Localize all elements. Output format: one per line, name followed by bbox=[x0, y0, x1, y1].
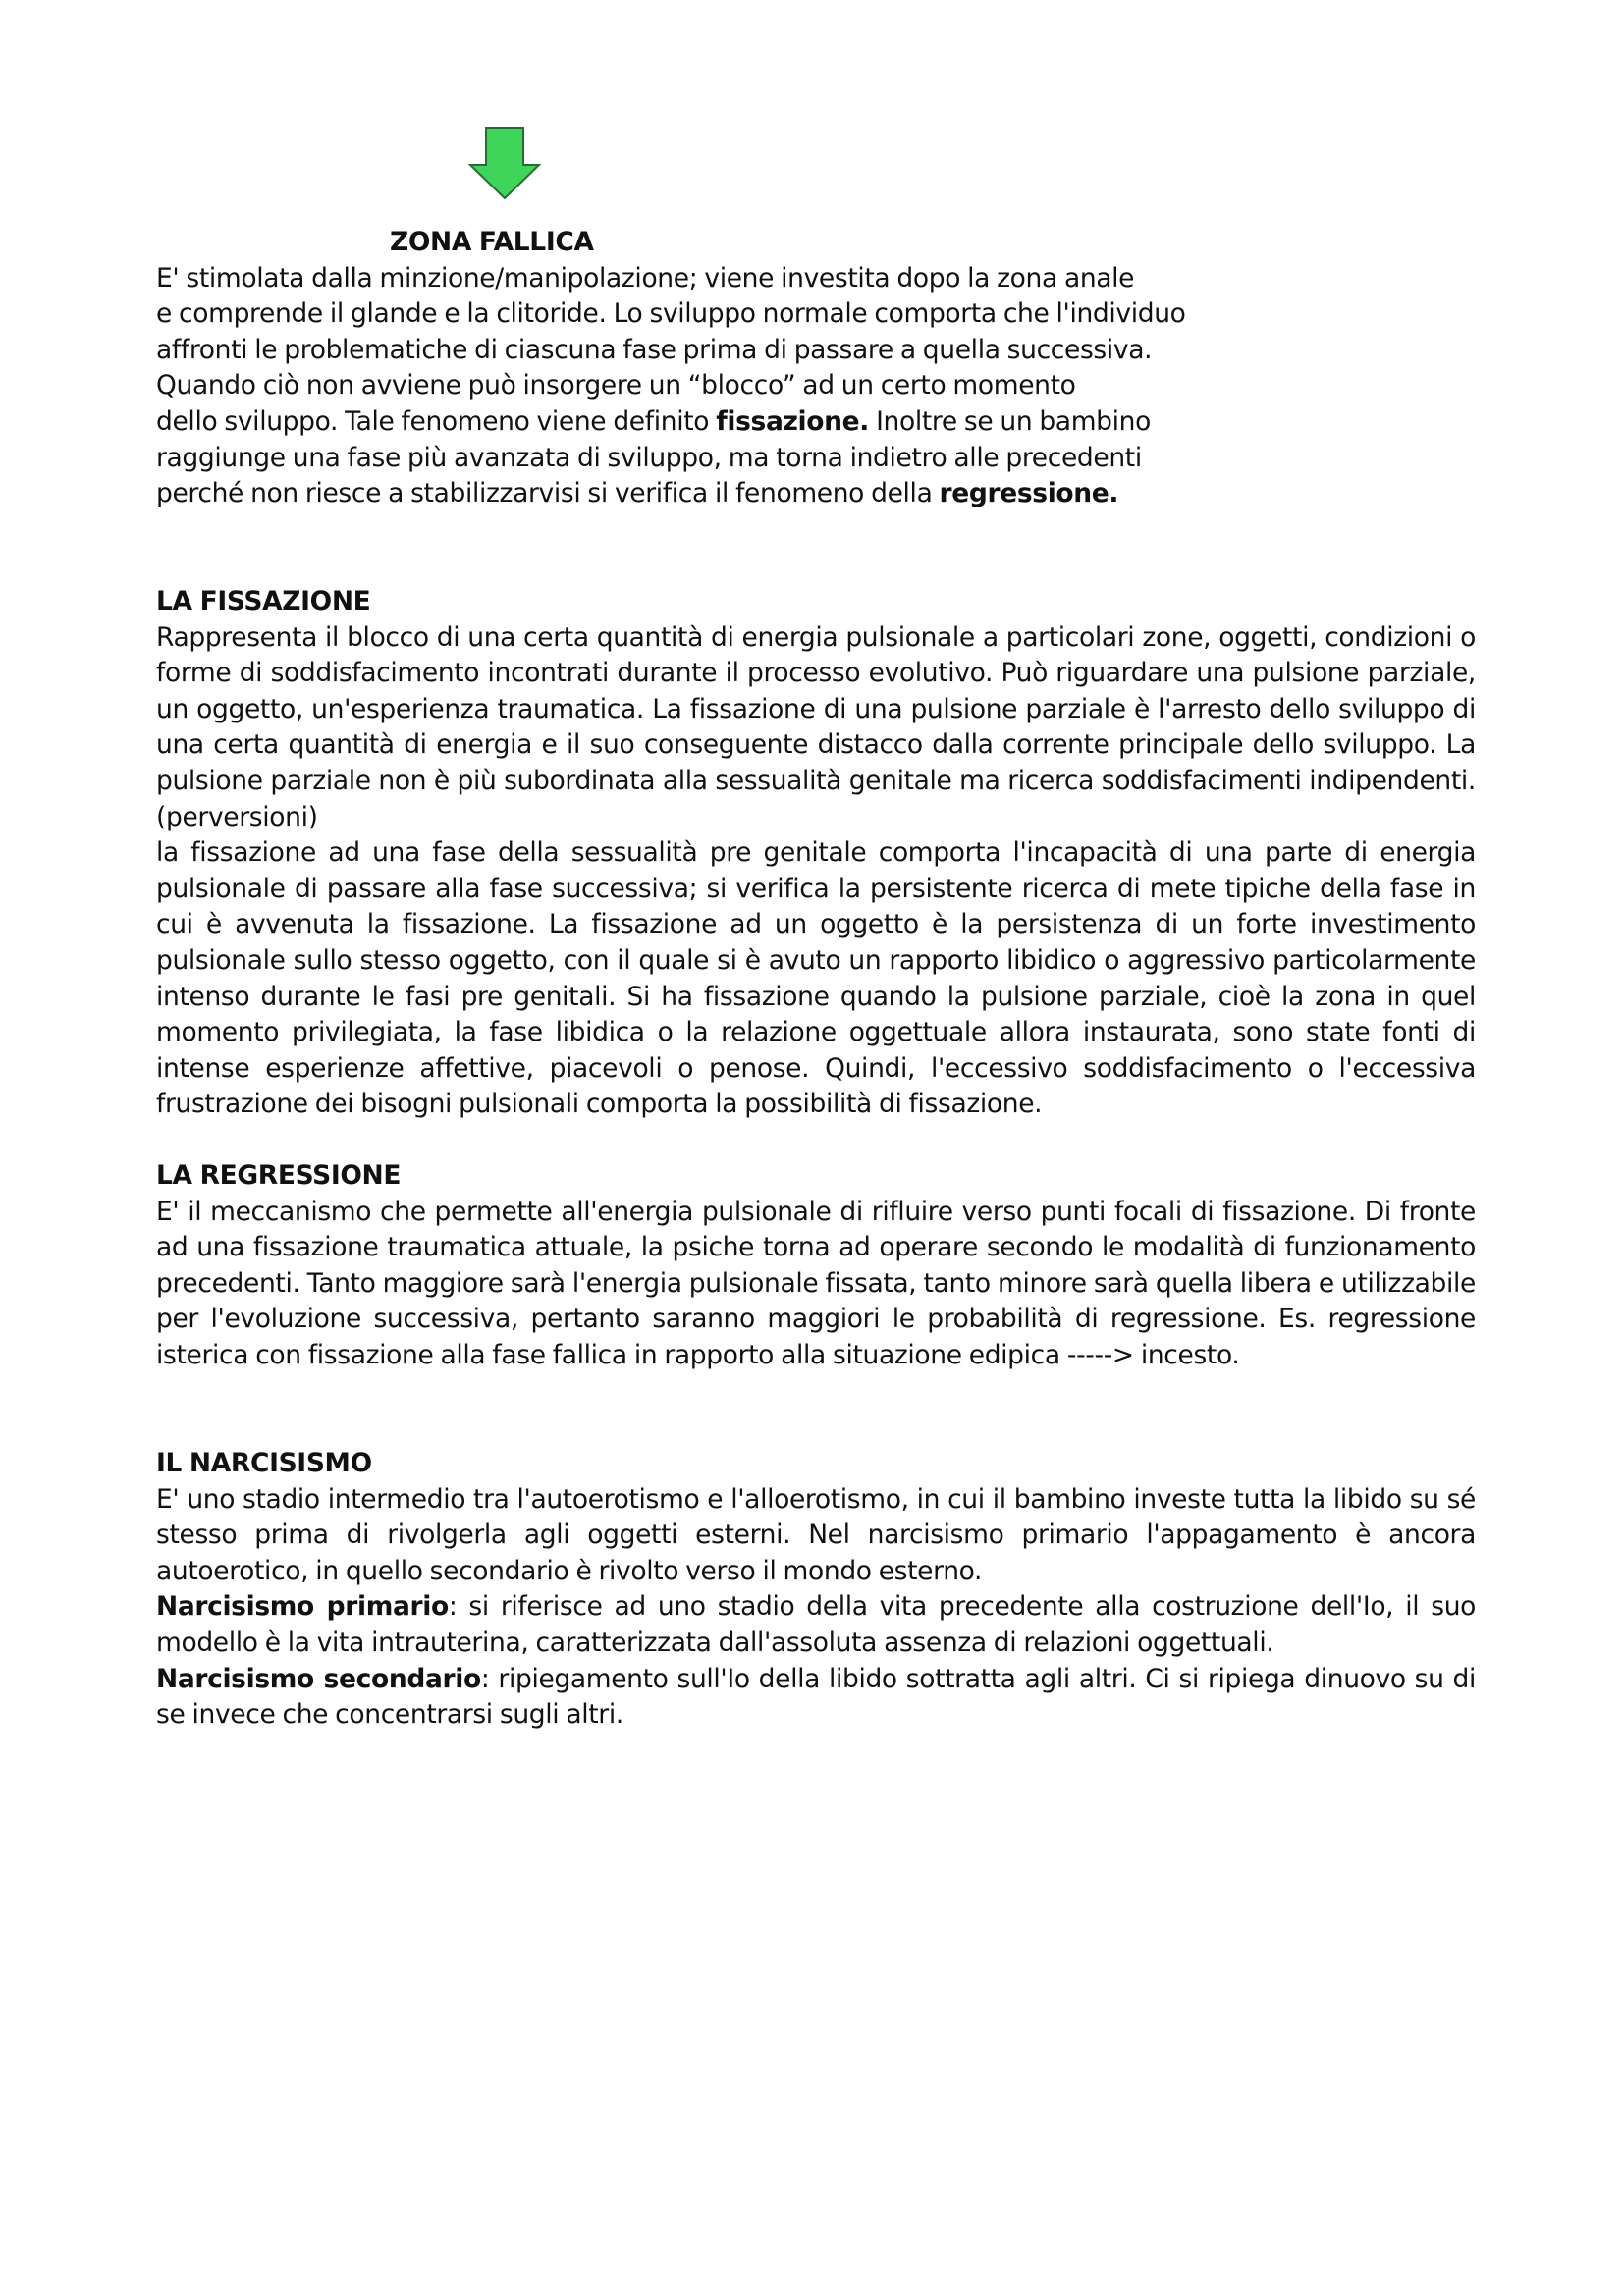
intro-text: perché non riesce a stabilizzarvisi si verifica il fenomeno della bbox=[156, 478, 940, 509]
intro-line: E' stimolata dalla minzione/manipolazione; viene investita dopo la zona anale bbox=[156, 262, 1135, 294]
fissazione-paragraph: Rappresenta il blocco di una certa quantità di energia pulsionale a particolari zone, oggetti, condizioni o forme di soddisfacimento incontrati durante il processo evolutivo. Può riguardare una pulsione parziale, un oggetto, un'esperienza traumatica. La fissazione di una pulsione parziale è l'arresto dello sviluppo di una certa quantità di energia e il suo conseguente distacco dalla corrente principale dello sviluppo. La pulsione parziale non è più subordinata alla sessualità genitale ma ricerca soddisfacimenti indipendenti. (perversioni) bbox=[156, 621, 1476, 832]
intro-line: Quando ciò non avviene può insorgere un “blocco” ad un certo momento bbox=[156, 370, 1076, 401]
intro-text: Inoltre se un bambino bbox=[869, 405, 1151, 437]
regressione-heading: LA REGRESSIONE bbox=[156, 1160, 402, 1191]
regressione-term: regressione. bbox=[939, 478, 1119, 509]
fissazione-term: fissazione. bbox=[716, 405, 869, 437]
intro-line: raggiunge una fase più avanzata di sviluppo, ma torna indietro alle precedenti bbox=[156, 442, 1142, 473]
intro-line: affronti le problematiche di ciascuna fase prima di passare a quella successiva. bbox=[156, 334, 1153, 365]
intro-line: e comprende il glande e la clitoride. Lo sviluppo normale comporta che l'individuo bbox=[156, 298, 1186, 330]
narcisismo-primario-text: : si riferisce ad uno stadio della vita precedente alla costruzione dell'Io, il suo modello è la vita intrauterina, caratterizzata dall'assoluta assenza di relazioni oggettuali. bbox=[156, 1591, 1477, 1658]
zona-fallica-section bbox=[156, 225, 1256, 512]
narcisismo-primario-paragraph bbox=[156, 1589, 1476, 1661]
fissazione-section bbox=[156, 584, 1476, 1123]
intro-line bbox=[156, 404, 1256, 441]
narcisismo-paragraph: E' uno stadio intermedio tra l'autoerotismo e l'alloerotismo, in cui il bambino investe tutta la libido su sé stesso prima di rivolgerla agli oggetti esterni. Nel narcisismo primario l'appagamento è ancora autoerotico, in quello secondario è rivolto verso il mondo esterno. bbox=[156, 1483, 1476, 1586]
regressione-paragraph: E' il meccanismo che permette all'energia pulsionale di rifluire verso punti focali di fissazione. Di fronte ad una fissazione traumatica attuale, la psiche torna ad operare secondo le modalità di funzionamento precedenti. Tanto maggiore sarà l'energia pulsionale fissata, tanto minore sarà quella libera e utilizzabile per l'evoluzione successiva, pertanto saranno maggiori le probabilità di regressione. Es. regressione isterica con fissazione alla fase fallica in rapporto alla situazione edipica -----> incesto. bbox=[156, 1196, 1476, 1370]
regressione-section bbox=[156, 1158, 1476, 1374]
zona-fallica-title: ZONA FALLICA bbox=[390, 227, 594, 257]
narcisismo-primario-label: Narcisismo primario bbox=[156, 1591, 449, 1623]
intro-line bbox=[156, 476, 1256, 512]
narcisismo-section bbox=[156, 1446, 1476, 1734]
narcisismo-heading: IL NARCISISMO bbox=[156, 1448, 372, 1478]
narcisismo-secondario-label: Narcisismo secondario bbox=[156, 1663, 481, 1694]
fissazione-heading: LA FISSAZIONE bbox=[156, 586, 371, 616]
narcisismo-secondario-text: : ripiegamento sull'Io della libido sottratta agli altri. Ci si ripiega dinuovo su di se invece che concentrarsi sugli altri. bbox=[156, 1663, 1476, 1731]
intro-text: dello sviluppo. Tale fenomeno viene definito bbox=[156, 405, 717, 437]
fissazione-paragraph: la fissazione ad una fase della sessualità pre genitale comporta l'incapacità di una parte di energia pulsionale di passare alla fase successiva; si verifica la persistente ricerca di mete tipiche della fase in cui è avvenuta la fissazione. La fissazione ad un oggetto è la persistenza di un forte investimento pulsionale sullo stesso oggetto, con il quale si è avuto un rapporto libidico o aggressivo particolarmente intenso durante le fasi pre genitali. Si ha fissazione quando la pulsione parziale, cioè la zona in quel momento privilegiata, la fase libidica o la relazione oggettuale allora instaurata, sono state fonti di intense esperienze affettive, piacevoli o penose. Quindi, l'eccessivo soddisfacimento o l'eccessiva frustrazione dei bisogni pulsionali comporta la possibilità di fissazione. bbox=[156, 837, 1476, 1120]
down-arrow-icon bbox=[467, 126, 542, 202]
narcisismo-secondario-paragraph bbox=[156, 1662, 1476, 1734]
